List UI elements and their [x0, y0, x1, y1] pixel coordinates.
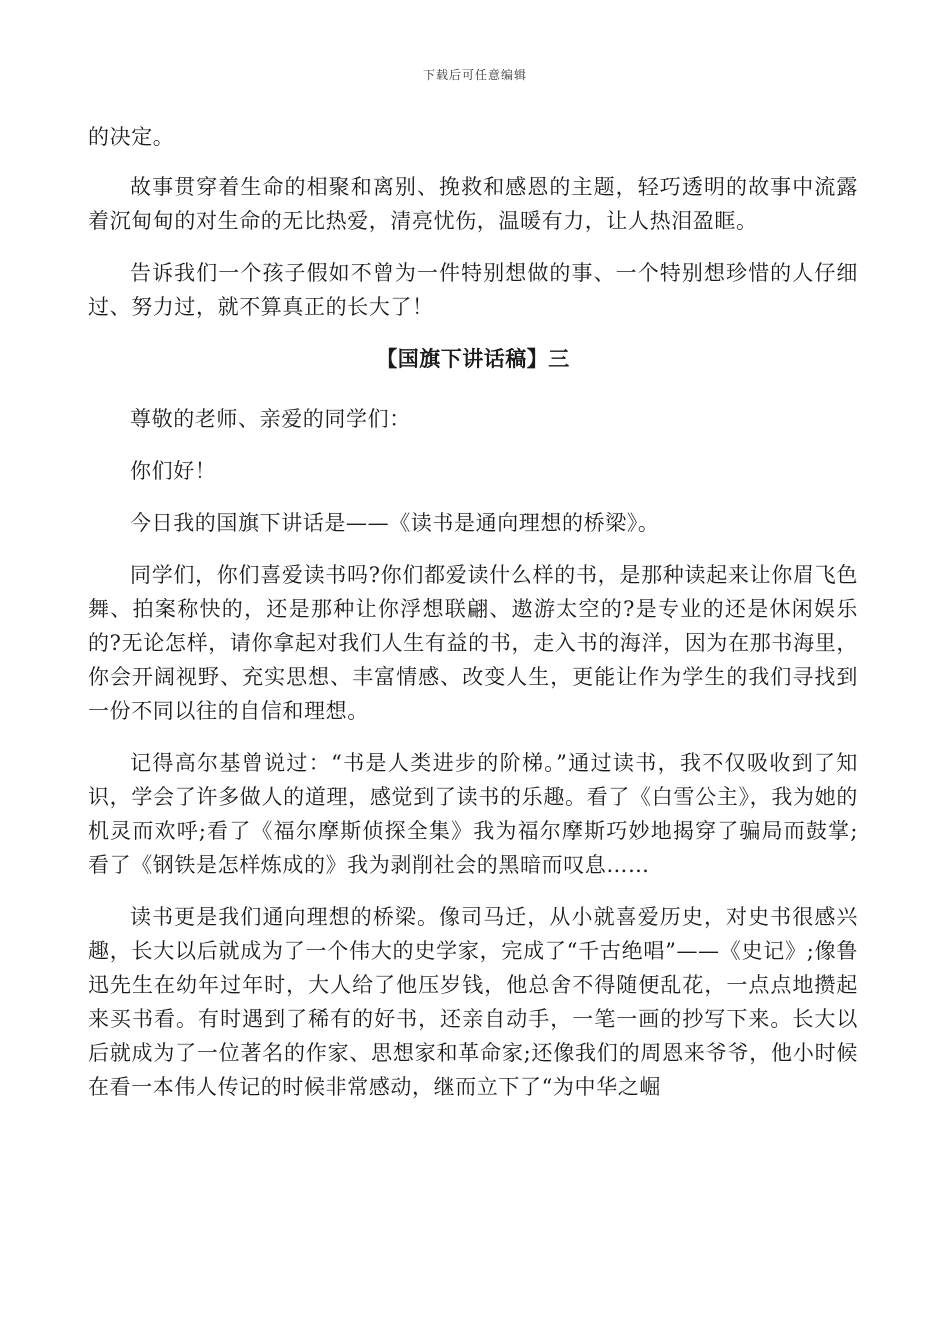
header-note: 下载后可任意编辑: [422, 68, 527, 82]
paragraph-topic: 今日我的国旗下讲话是——《读书是通向理想的桥梁》。: [130, 511, 660, 535]
section-heading: 【国旗下讲话稿】三: [376, 347, 570, 371]
paragraph-story-theme: 故事贯穿着生命的相聚和离别、挽救和感恩的主题，轻巧透明的故事中流露着沉甸甸的对生命的无比热爱，清亮忧伤，温暖有力，让人热泪盈眶。: [88, 175, 858, 233]
paragraph-gorky-quote: 记得高尔基曾说过：“书是人类进步的阶梯。”通过读书，我不仅吸收到了知识，学会了许多做人的道理，感觉到了读书的乐趣。看了《白雪公主》，我为她的机灵而欢呼;看了《福尔摩斯侦探全集》我为福尔摩斯巧妙地揭穿了骗局而鼓掌;看了《钢铁是怎样炼成的》我为剥削社会的黑暗而叹息……: [88, 751, 858, 877]
paragraph-salutation: 尊敬的老师、亲爱的同学们：: [130, 407, 411, 431]
document-body: [88, 120, 858, 1122]
paragraph-reading-bridge: 读书更是我们通向理想的桥梁。像司马迁，从小就喜爱历史，对史书很感兴趣，长大以后就成为了一个伟大的史学家，完成了“千古绝唱”——《史记》;像鲁迅先生在幼年过年时，大人给了他压岁钱，他总舍不得随便乱花，一点点地攒起来买书看。有时遇到了稀有的好书，还亲自动手，一笔一画的抄写下来。长大以后就成为了一位著名的作家、思想家和革命家;还像我们的周恩来爷爷，他小时候在看一本伟人传记的时候非常感动，继而立下了“为中华之崛: [88, 905, 858, 1099]
paragraph-reading-question: 同学们，你们喜爱读书吗?你们都爱读什么样的书，是那种读起来让你眉飞色舞、拍案称快的，还是那种让你浮想联翩、遨游太空的?是专业的还是休闲娱乐的?无论怎样，请你拿起对我们人生有益的书，走入书的海洋，因为在那书海里，你会开阔视野、充实思想、丰富情感、改变人生，更能让作为学生的我们寻找到一份不同以往的自信和理想。: [88, 563, 858, 723]
paragraph-growing-up: 告诉我们一个孩子假如不曾为一件特别想做的事、一个特别想珍惜的人仔细过、努力过，就不算真正的长大了！: [88, 261, 858, 319]
paragraph-continuation: 的决定。: [88, 125, 175, 149]
paragraph-greeting: 你们好！: [130, 459, 217, 483]
